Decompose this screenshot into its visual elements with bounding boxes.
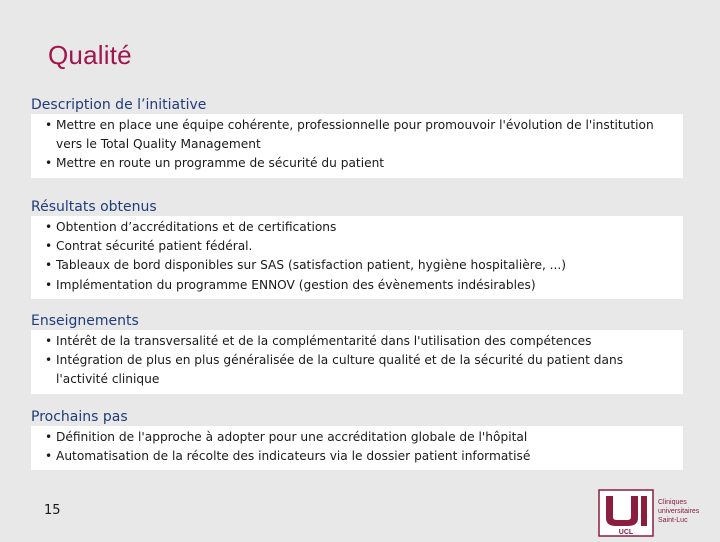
- page-number: 15: [44, 503, 61, 518]
- list-item: [45, 351, 677, 389]
- bullet-icon: •: [45, 258, 53, 273]
- list-item: [45, 332, 677, 351]
- bullet-icon: •: [45, 277, 53, 292]
- section-box: [31, 216, 683, 299]
- bullet-icon: •: [45, 353, 53, 368]
- bullet-icon: •: [45, 118, 53, 132]
- section-description: [31, 96, 683, 178]
- bullet-icon: •: [45, 449, 53, 464]
- logo-text: [658, 498, 699, 525]
- logo-line: Saint-Luc: [658, 517, 688, 524]
- section-box: [31, 330, 683, 394]
- ucl-logo-icon: [598, 488, 654, 538]
- logo-line: universitaires: [658, 508, 700, 515]
- bullet-list: [45, 332, 677, 390]
- section-heading: Enseignements: [31, 313, 139, 329]
- list-item: [45, 154, 677, 173]
- bullet-icon: •: [45, 430, 53, 444]
- bullet-list: [45, 428, 677, 466]
- bullet-text: Définition de l'approche à adopter pour une accréditation globale de l'hôpital: [56, 430, 528, 444]
- logo: [598, 488, 716, 538]
- bullet-text: Intérêt de la transversalité et de la complémentarité dans l'utilisation des compétences: [56, 334, 592, 348]
- bullet-text: Tableaux de bord disponibles sur SAS (satisfaction patient, hygiène hospitalière, ...): [56, 258, 567, 273]
- logo-line: Cliniques: [658, 499, 687, 506]
- bullet-list: [45, 116, 677, 174]
- section-heading: Résultats obtenus: [31, 199, 157, 215]
- logo-mark-text: UCL: [618, 529, 634, 536]
- bullet-text: Contrat sécurité patient fédéral.: [56, 239, 253, 254]
- section-heading: Prochains pas: [31, 409, 128, 425]
- list-item: [45, 218, 677, 237]
- bullet-icon: •: [45, 239, 53, 254]
- bullet-icon: •: [45, 156, 53, 171]
- bullet-icon: •: [45, 220, 53, 234]
- list-item: [45, 256, 677, 275]
- bullet-icon: •: [45, 334, 53, 348]
- list-item: [45, 428, 677, 447]
- bullet-text: Implémentation du programme ENNOV (gestion des évènements indésirables): [56, 277, 536, 292]
- section-heading: Description de l’initiative: [31, 97, 207, 113]
- slide-title: Qualité: [48, 40, 132, 70]
- bullet-text: Mettre en route un programme de sécurité du patient: [56, 156, 385, 171]
- bullet-text: Mettre en place une équipe cohérente, professionnelle pour promouvoir l'évolution de l'institution vers le Total Quality Management: [56, 118, 654, 152]
- bullet-text: Intégration de plus en plus généralisée de la culture qualité et de la sécurité du patient dans l'activité clinique: [56, 353, 624, 387]
- bullet-text: Automatisation de la récolte des indicateurs via le dossier patient informatisé: [56, 449, 531, 464]
- section-lessons: [31, 312, 683, 394]
- list-item: [45, 276, 677, 295]
- section-results: [31, 198, 683, 299]
- section-next-steps: [31, 408, 683, 470]
- section-box: [31, 426, 683, 470]
- bullet-text: Obtention d’accréditations et de certifications: [56, 220, 337, 234]
- section-box: [31, 114, 683, 178]
- list-item: [45, 116, 677, 154]
- list-item: [45, 237, 677, 256]
- list-item: [45, 447, 677, 466]
- bullet-list: [45, 218, 677, 295]
